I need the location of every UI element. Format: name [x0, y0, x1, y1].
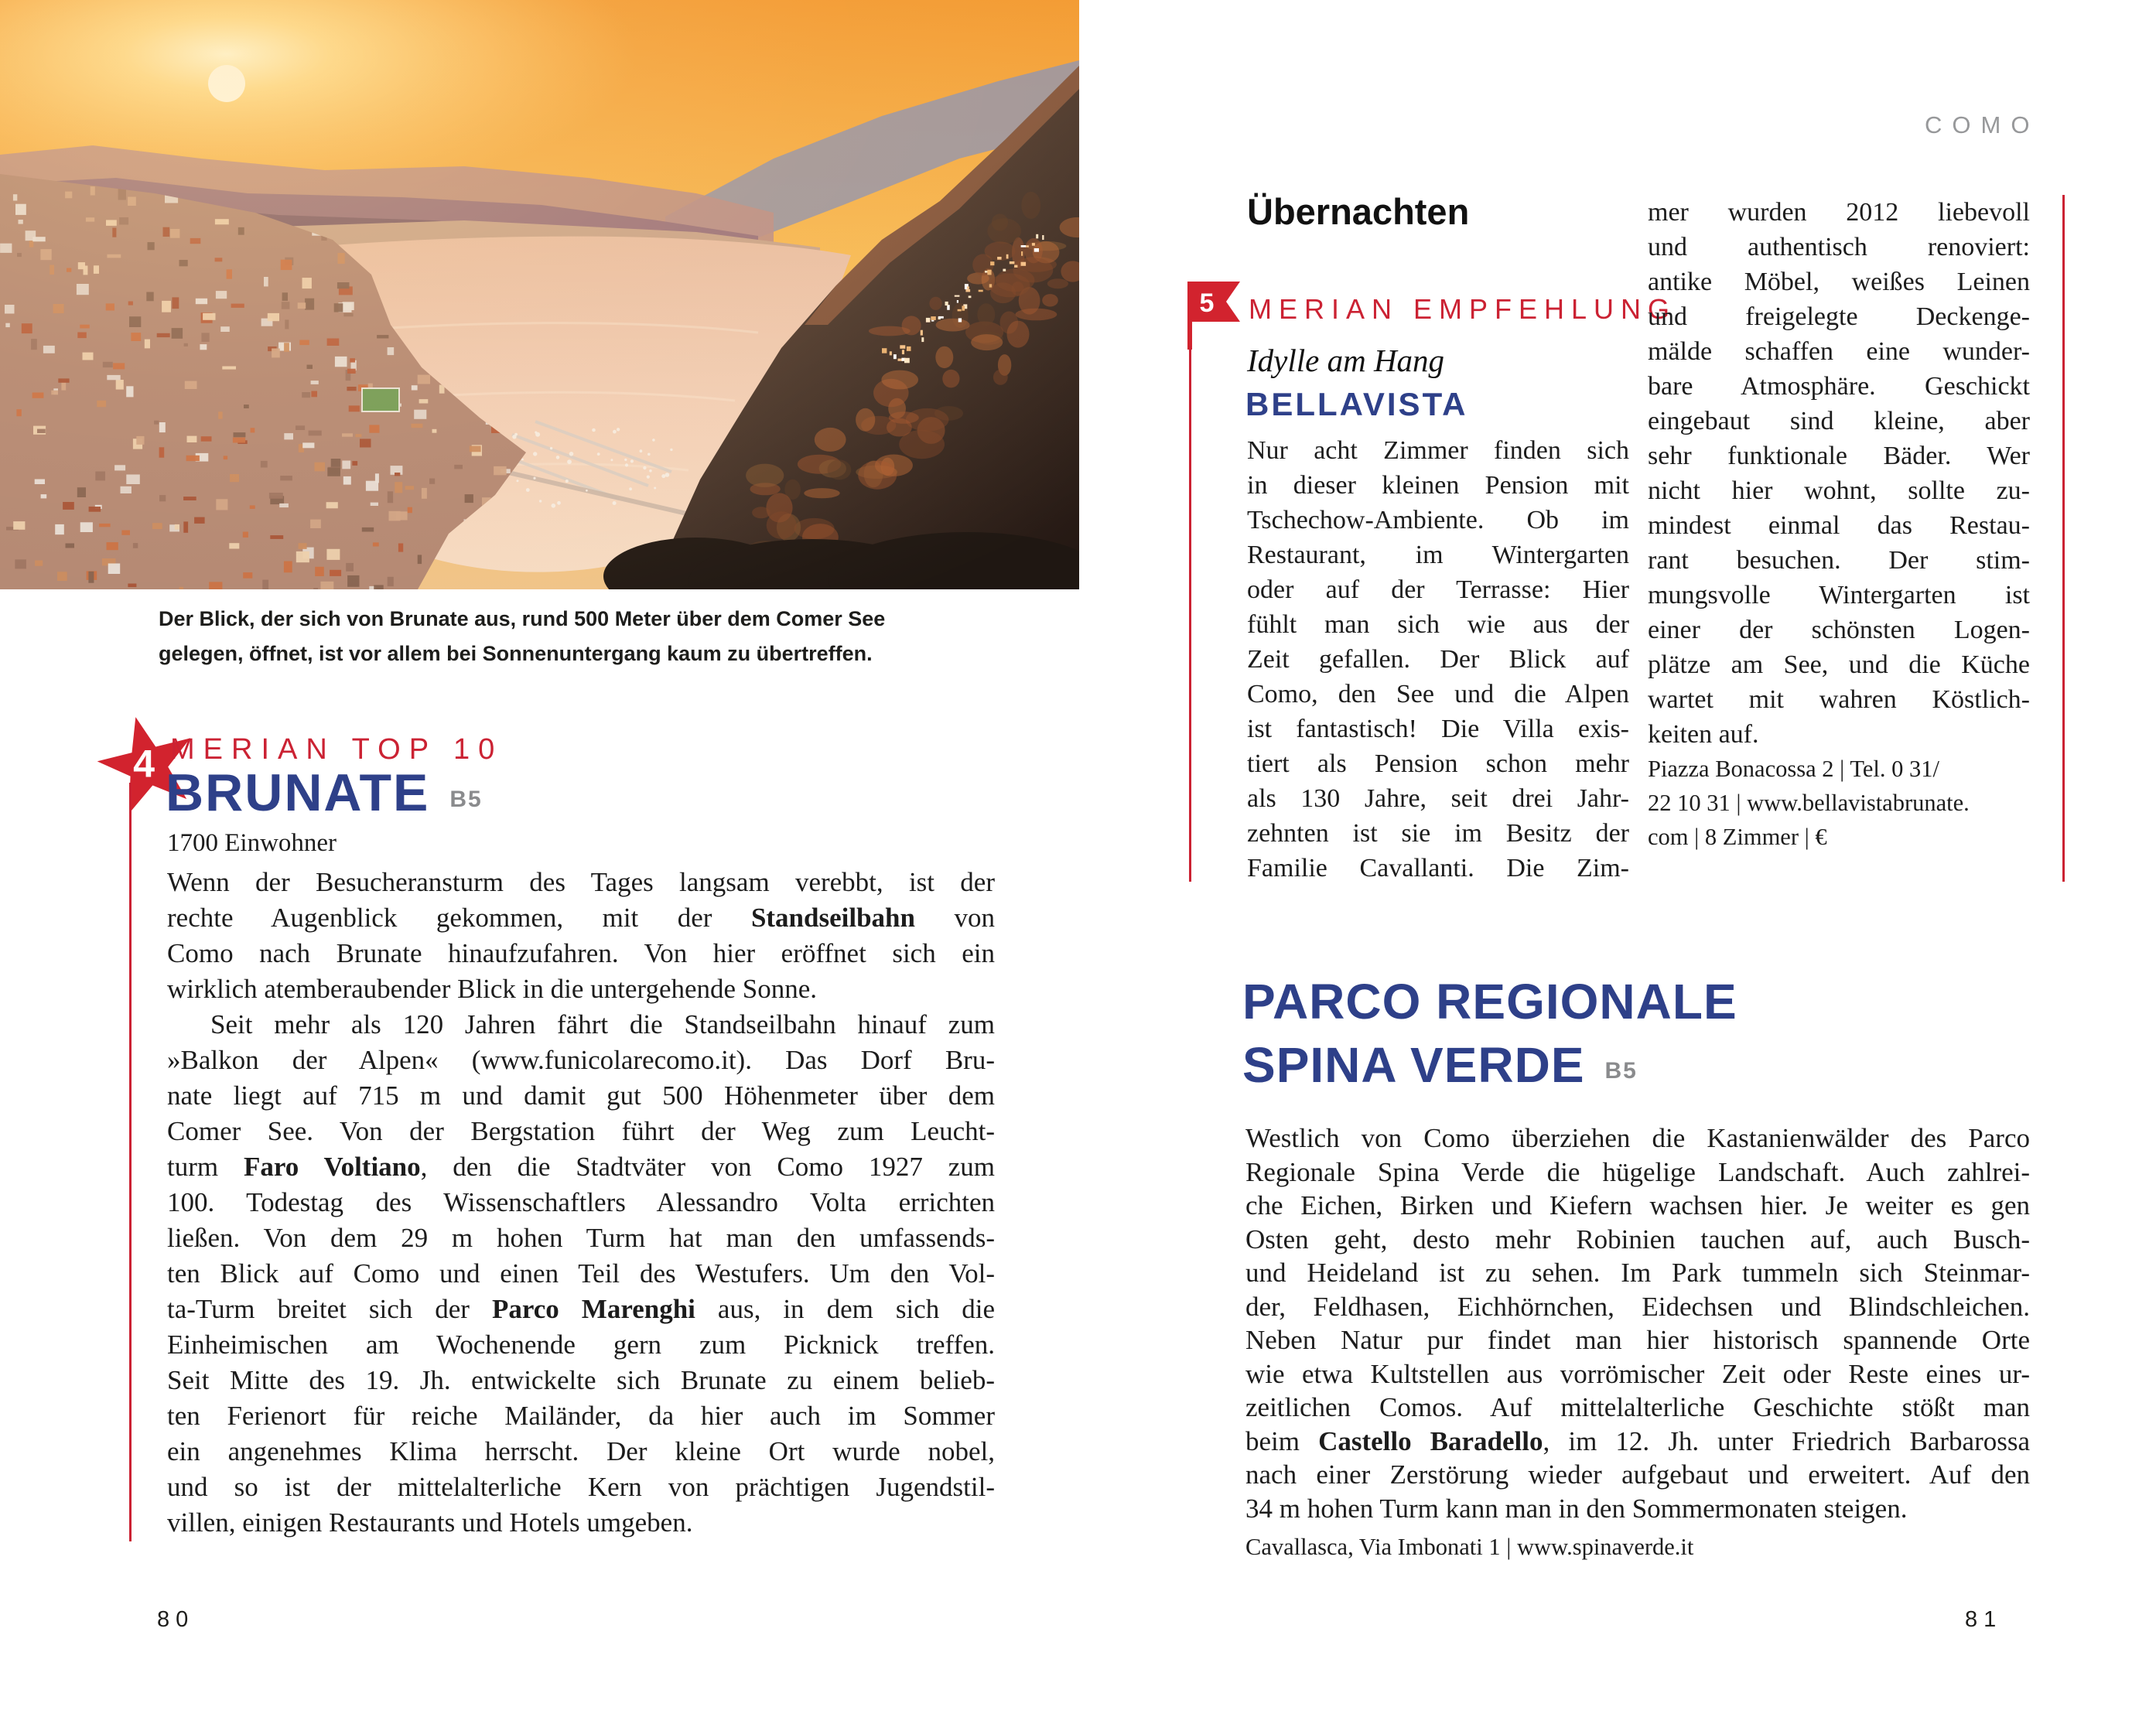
text-line: mälde schaffen eine wunder-: [1648, 337, 2030, 366]
text-line: Der Blick, der sich von Brunate aus, rund 500 Meter über dem Comer See: [159, 607, 886, 630]
text-line: und so ist der mittelalterliche Kern von prächtigen Jugendstil-: [167, 1472, 995, 1502]
text-line: nicht hier wohnt, sollte zu-: [1648, 476, 2030, 505]
top10-kicker: MERIAN TOP 10: [170, 733, 504, 766]
text-line: Restaurant, im Wintergarten: [1247, 541, 1629, 569]
map-reference: B5: [1604, 1058, 1638, 1084]
text-line: und freigelegte Deckenge-: [1648, 302, 2030, 331]
article-title-brunate: [166, 763, 483, 823]
text-line: turm Faro Voltiano, den die Stadtväter von Como 1927 zum: [167, 1152, 995, 1182]
text-line: oder auf der Terrasse: Hier: [1247, 575, 1629, 604]
text-line: Comer See. Von der Bergstation führt der Weg zum Leucht-: [167, 1116, 995, 1146]
text-line: wie etwa Kultstellen aus vorrömischer Zeit oder Reste eines ur-: [1245, 1358, 2030, 1389]
text-line: ein angenehmes Klima herrscht. Der kleine Ort wurde nobel,: [167, 1436, 995, 1466]
text-line: Como, den See und die Alpen: [1247, 680, 1629, 708]
recommendation-flag-badge: [1186, 280, 1242, 351]
text-line: in dieser kleinen Pension mit: [1247, 471, 1629, 500]
text-line: beim Castello Baradello, im 12. Jh. unter Friedrich Barbarossa: [1245, 1425, 2030, 1456]
brunate-body-text: [167, 865, 995, 1541]
text-line: mindest einmal das Restau-: [1648, 511, 2030, 540]
article-title-parco: [1242, 970, 1737, 1107]
como-photo-figure: [0, 0, 1079, 589]
text-line: fühlt man sich wie aus der: [1247, 610, 1629, 639]
text-line: zeitlichen Comos. Auf mittelalterliche Geschichte stößt man: [1245, 1392, 2030, 1422]
text-line: eingebaut sind kleine, aber: [1648, 407, 2030, 435]
text-line: zehnten ist sie im Besitz der: [1247, 819, 1629, 848]
photo-caption: [159, 602, 1002, 671]
text-line: antike Möbel, weißes Leinen: [1648, 268, 2030, 296]
text-line: Einheimischen am Wochenende gern zum Picknick treffen.: [167, 1330, 995, 1360]
text-line: che Eichen, Birken und Kiefern wachsen hier. Je weiter es gen: [1245, 1190, 2030, 1220]
parco-title-line2: SPINA VERDE: [1242, 1037, 1585, 1093]
text-line: und Heideland ist zu sehen. Im Park tummeln sich Steinmar-: [1245, 1258, 2030, 1288]
text-line: Cavallasca, Via Imbonati 1 | www.spinaverde.it: [1245, 1534, 1694, 1560]
text-line: Seit Mitte des 19. Jh. entwickelte sich Brunate zu einem belieb-: [167, 1365, 995, 1395]
text-line: einer der schönsten Logen-: [1648, 616, 2030, 644]
text-line: 22 10 31 | www.bellavistabrunate.: [1648, 790, 1970, 816]
text-line: Seit mehr als 120 Jahren fährt die Standseilbahn hinauf zum: [210, 1009, 995, 1039]
text-line: ten Blick auf Como und einen Teil des Westufers. Um den Vol-: [167, 1258, 995, 1289]
text-line: Regionale Spina Verde die hügelige Landschaft. Auch zahlrei-: [1245, 1156, 2030, 1187]
map-reference: B5: [449, 787, 483, 812]
page-number-right: 81: [1965, 1607, 2003, 1632]
bellavista-contact-info: [1648, 752, 2035, 854]
text-line: ließen. Von dem 29 m hohen Turm hat man den umfassends-: [167, 1223, 995, 1253]
parco-title-line1: PARCO REGIONALE: [1242, 974, 1737, 1029]
text-line: Tschechow-Ambiente. Ob im: [1247, 506, 1629, 534]
text-line: der, Feldhasen, Eichhörnchen, Eidechsen und Blindschleichen.: [1245, 1291, 2030, 1322]
como-sunset-photo: [0, 0, 1079, 589]
recommendation-kicker: MERIAN EMPFEHLUNG: [1249, 293, 1677, 325]
text-line: »Balkon der Alpen« (www.funicolarecomo.it). Das Dorf Bru-: [167, 1045, 995, 1075]
page-number-left: 80: [157, 1607, 195, 1632]
text-line: Nur acht Zimmer finden sich: [1247, 436, 1629, 465]
text-line: nach einer Zerstörung wieder aufgebaut und erweitert. Auf den: [1245, 1459, 2030, 1490]
text-line: und authentisch renoviert:: [1648, 233, 2030, 261]
title-text: BRUNATE: [166, 763, 430, 822]
hotel-subtitle-italic: Idylle am Hang: [1247, 343, 1445, 378]
text-line: rant besuchen. Der stim-: [1648, 546, 2030, 575]
text-line: keiten auf.: [1648, 720, 1759, 749]
text-line: villen, einigen Restaurants und Hotels umgeben.: [167, 1507, 693, 1538]
text-line: wirklich atemberaubender Blick in die untergehende Sonne.: [167, 974, 818, 1004]
hotel-title-bellavista: BELLAVISTA: [1245, 386, 1468, 422]
flag-icon: [1186, 280, 1242, 351]
text-line: Neben Natur pur findet man hier historisch spannende Orte: [1245, 1325, 2030, 1355]
text-line: wartet mit wahren Köstlich-: [1648, 685, 2030, 714]
svg-text:4: 4: [133, 742, 155, 786]
text-line: mungsvolle Wintergarten ist: [1648, 581, 2030, 609]
text-line: 34 m hohen Turm kann man in den Sommermonaten steigen.: [1245, 1493, 1908, 1524]
text-line: nate liegt auf 715 m und damit gut 500 Höhenmeter über dem: [167, 1080, 995, 1111]
text-line: gelegen, öffnet, ist vor allem bei Sonnenuntergang kaum zu übertreffen.: [159, 642, 873, 665]
bellavista-column-2: [1648, 195, 2030, 752]
text-line: ta-Turm breitet sich der Parco Marenghi aus, in dem sich die: [167, 1294, 995, 1324]
bellavista-column-1: [1247, 433, 1629, 886]
text-line: rechte Augenblick gekommen, mit der Standseilbahn von: [167, 903, 995, 933]
text-line: Zeit gefallen. Der Blick auf: [1247, 645, 1629, 674]
population-subtitle: 1700 Einwohner: [167, 829, 337, 857]
text-line: Wenn der Besucheransturm des Tages langsam verebbt, ist der: [167, 867, 995, 897]
text-line: Familie Cavallanti. Die Zim-: [1247, 854, 1629, 882]
column-red-rule-right: [2062, 195, 2065, 882]
text-line: Piazza Bonacossa 2 | Tel. 0 31/: [1648, 756, 1939, 782]
running-head-como: COMO: [1925, 111, 2040, 138]
text-line: tiert als Pension schon mehr: [1247, 749, 1629, 778]
column-red-rule-left: [1189, 346, 1191, 882]
text-line: als 130 Jahre, seit drei Jahr-: [1247, 784, 1629, 813]
left-red-rule: [129, 783, 132, 1541]
text-line: Osten geht, desto mehr Robinien tauchen auf, auch Busch-: [1245, 1224, 2030, 1254]
text-line: mer wurden 2012 liebevoll: [1648, 198, 2030, 227]
text-line: plätze am See, und die Küche: [1648, 650, 2030, 679]
text-line: ten Ferienort für reiche Mailänder, da hier auch im Sommer: [167, 1401, 995, 1431]
parco-body-text: [1245, 1121, 2030, 1525]
text-line: 100. Todestag des Wissenschaftlers Alessandro Volta errichten: [167, 1187, 995, 1217]
svg-text:5: 5: [1199, 288, 1215, 318]
text-line: sehr funktionale Bäder. Wer: [1648, 442, 2030, 470]
text-line: bare Atmosphäre. Geschickt: [1648, 372, 2030, 401]
text-line: Como nach Brunate hinaufzufahren. Von hier eröffnet sich ein: [167, 938, 995, 968]
text-line: ist fantastisch! Die Villa exis-: [1247, 715, 1629, 743]
text-line: Westlich von Como überziehen die Kastanienwälder des Parco: [1245, 1123, 2030, 1153]
parco-contact-info: [1245, 1530, 2030, 1564]
section-heading-uebernachten: Übernachten: [1247, 191, 1470, 232]
text-line: com | 8 Zimmer | €: [1648, 824, 1827, 850]
